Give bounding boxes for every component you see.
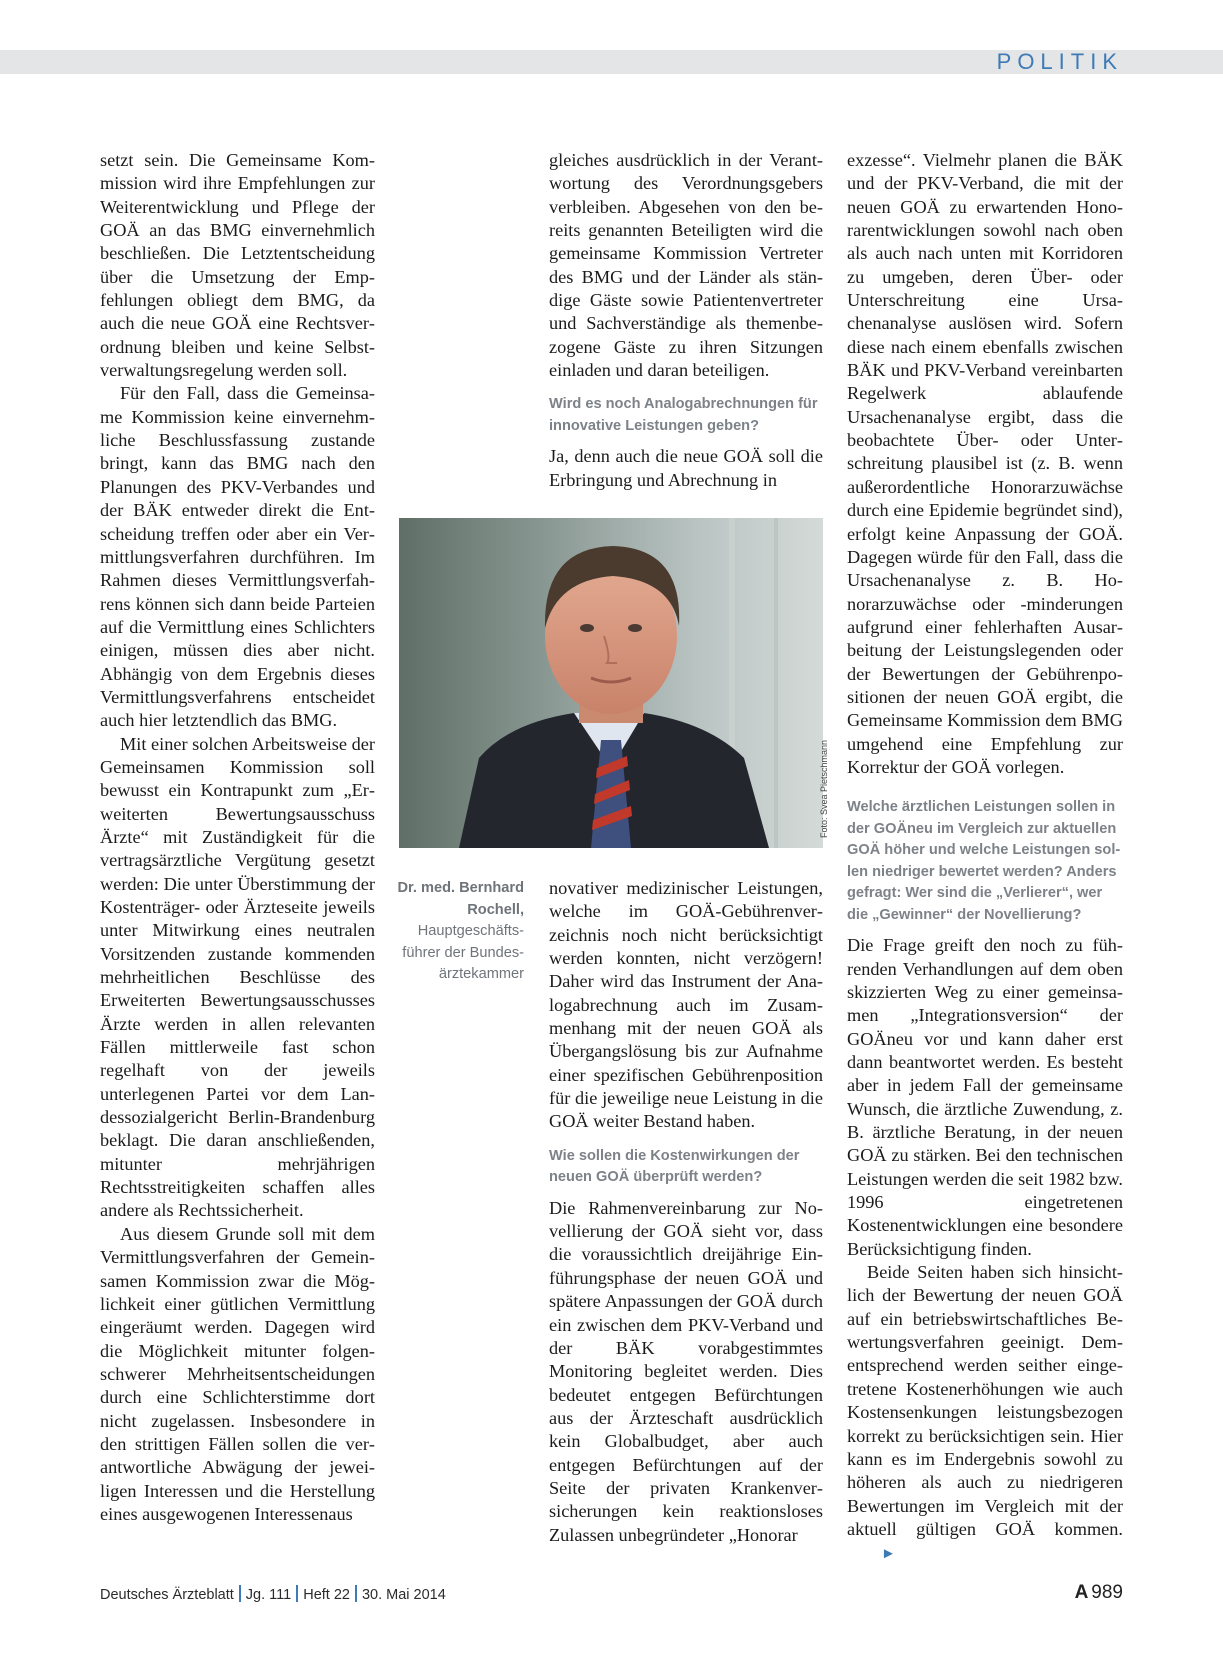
issue: Heft 22 bbox=[303, 1587, 350, 1603]
paragraph: Die Frage greift den noch zu führenden Verhandlungen auf dem oben skizzierten Weg zu einer gemeinsamen „Integrationsversion“ der GOÄneu vor und kann daher erst dann beantwortet werden. Es besteht aber in jedem Fall der gemeinsame Wunsch, die ärztliche Zuwendung, z. B. ärztliche Beratung, in der neuen GOÄ zu stärken. Bei den technischen Leistungen werden die seit 1982 bzw. 1996 eingetretenen Kostenentwicklungen eine besondere Berücksichtigung finden. bbox=[847, 935, 1124, 1259]
column-2-bottom bbox=[549, 877, 823, 1547]
paragraph: Ja, denn auch die neue GOÄ soll die Erbringung und Abrechnung in bbox=[549, 446, 823, 490]
page-number-value: 989 bbox=[1091, 1582, 1123, 1603]
paragraph-text: Beide Seiten haben sich hinsichtlich der Bewertung der neuen GOÄ auf ein betriebswirtschaftliches Bewertungsverfahren geeinigt. Dementsprechend werden seither eingetretene Kostenerhöhungen wie auch Kostensenkungen leistungsbezogen korrekt zu berücksichtigen sein. Hier kann es im Endergebnis sowohl zu höheren als auch zu niedrigeren Bewertungen im Vergleich mit der aktuell gültigen GOÄ kommen. bbox=[847, 1262, 1123, 1539]
page-prefix: A bbox=[1074, 1582, 1089, 1603]
portrait-photo bbox=[399, 518, 829, 848]
separator bbox=[239, 1585, 241, 1602]
footer bbox=[100, 1585, 446, 1605]
paragraph: Aus diesem Grunde soll mit dem Vermittlungsverfahren der Gemeinsamen Kommission zwar die Möglichkeit einer gütlichen Vermittlung eingeräumt werden. Dagegen wird die Möglichkeit mitunter folgenschwerer Mehrheitsentscheidungen durch eine Schlichterstimme dort nicht zugelassen. Insbesondere in den strittigen Fällen sollen die verantwortliche Abwägung der jeweiligen Interessen und die Herstellung eines ausgewogenen Interessenaus bbox=[100, 1223, 375, 1524]
interview-question: Welche ärztlichen Leistungen sollen in der GOÄneu im Vergleich zur aktuellen GOÄ höher und welche Leistungen sollen niedriger bewertet werden? Anders gefragt: Wer sind die „Verlierer“, wer die „Gewinner“ der Novellierung? bbox=[847, 799, 1121, 923]
page-number bbox=[1075, 1581, 1123, 1605]
volume: Jg. 111 bbox=[245, 1587, 292, 1603]
continue-arrow-icon: ► bbox=[881, 1546, 896, 1563]
caption-role: Hauptgeschäftsführer der Bundesärztekammer bbox=[402, 923, 524, 982]
interview-question: Wird es noch Analogabrechnungen für innovative Leistungen geben? bbox=[549, 396, 818, 434]
paragraph: Mit einer solchen Arbeitsweise der Gemeinsamen Kommission soll bewusst ein Kontrapunkt zum „Erweiterten Bewertungsausschuss Ärzte“ mit Zuständigkeit für die vertragsärztliche Vergütung gesetzt werden: Die unter Überstimmung der Kostenträger- oder Ärzteseite jeweils unter Mitwirkung eines neutralen Vorsitzenden zustande kommenden mehrheitlichen Beschlüsse des Erweiterten Bewertungsausschusses Ärzte werden in allen relevanten Fällen mittlerweile fast schon regelhaft von der jeweils unterlegenen Partei vor dem Landessozialgericht Berlin-Brandenburg beklagt. Die daran anschließenden, mitunter mehrjährigen Rechtsstreitigkeiten schaffen alles andere als Rechtssicherheit. bbox=[100, 733, 375, 1221]
paragraph: exzesse“. Vielmehr planen die BÄK und der PKV-Verband, die mit der neuen GOÄ zu erwartenden Honorarentwicklungen sowohl nach oben als auch nach unten mit Korridoren zu umgeben, deren Über- oder Unterschreitung eine Ursachenanalyse auslösen wird. Sofern diese nach einem ebenfalls zwischen BÄK und PKV-Verband vereinbarten Regelwerk ablaufende Ursachenanalyse ergibt, dass die beobachtete Über- oder Unterschreitung plausibel ist (z. B. wenn außerordentliche Honorarzuwächse durch eine Epidemie begründet sind), erfolgt keine Anpassung der GOÄ. Dagegen würde für den Fall, dass die Ursachenanalyse z. B. Honorarzuwächse oder -minderungen aufgrund einer fehlerhaften Ausarbeitung der Leistungslegenden oder der Bewertungen der Gebührenpositionen der neuen GOÄ ergibt, die Gemeinsame Kommission dem BMG umgehend eine Empfehlung zur Korrektur der GOÄ vorlegen. bbox=[847, 150, 1123, 777]
paragraph bbox=[847, 1261, 1123, 1566]
separator bbox=[296, 1585, 298, 1602]
section-label: POLITIK bbox=[996, 49, 1123, 74]
paragraph: Für den Fall, dass die Gemeinsame Kommission keine einvernehmliche Beschlussfassung zustande bringt, kann das BMG nach den Planungen des PKV-Verbandes und der BÄK entweder direkt die Entscheidung treffen oder aber ein Vermittlungsverfahren durchführen. Im Rahmen dieses Vermittlungsverfahrens können sich dann beide Parteien auf die Vermittlung eines Schlichters einigen, müssen dies aber nicht. Abhängig von dem Ergebnis dieses Vermittlungsverfahrens entscheidet auch hier letztendlich das BMG. bbox=[100, 383, 375, 731]
photo-caption bbox=[395, 878, 524, 986]
interview-question: Wie sollen die Kostenwirkungen der neuen GOÄ überprüft werden? bbox=[549, 1147, 800, 1186]
caption-name: Dr. med. Bernhard Rochell, bbox=[397, 880, 524, 918]
paragraph: setzt sein. Die Gemeinsame Kommission wird ihre Empfehlungen zur Weiterentwicklung und Pflege der GOÄ an das BMG einvernehmlich beschließen. Die Letztentscheidung über die Umsetzung der Empfehlungen obliegt dem BMG, da auch die neue GOÄ eine Rechtsverordnung bleiben und keine Selbstverwaltungsregelung werden soll. bbox=[100, 150, 375, 381]
paragraph: Die Rahmenvereinbarung zur Novellierung der GOÄ sieht vor, dass die voraussichtlich dreijährige Einführungsphase der neuen GOÄ und spätere Anpassungen der GOÄ durch ein zwischen dem PKV-Verband und der BÄK vorabgestimmtes Monitoring begleitet werden. Dies bedeutet entgegen Befürchtungen aus der Ärzteschaft ausdrücklich kein Globalbudget, aber auch entgegen Befürchtungen auf der Seite der privaten Krankenversicherungen kein reaktionsloses Zulassen unbegründeter „Honorar bbox=[549, 1197, 823, 1545]
column-2-top bbox=[549, 149, 823, 492]
issue-date: 30. Mai 2014 bbox=[361, 1587, 446, 1603]
separator bbox=[355, 1585, 357, 1602]
journal-name: Deutsches Ärzteblatt bbox=[100, 1587, 234, 1603]
photo-credit: Foto: Svea Pietschmann bbox=[819, 739, 829, 838]
paragraph: novativer medizinischer Leistungen, welche im GOÄ-Gebührenverzeichnis noch nicht berücksichtigt werden konnten, nicht verzögern! Daher wird das Instrument der Analogabrechnung auch im Zusammenhang mit der neuen GOÄ als Übergangslösung bis zur Aufnahme einer spezifischen Gebührenposition für die jeweilige neue Leistung in die GOÄ weiter Bestand haben. bbox=[549, 878, 823, 1132]
column-3 bbox=[847, 149, 1123, 1567]
column-1 bbox=[100, 149, 375, 1526]
paragraph: gleiches ausdrücklich in der Verantwortung des Verordnungsgebers verbleiben. Abgesehen von den bereits genannten Beteiligten wird die gemeinsame Kommission Vertreter des BMG und der Länder als ständige Gäste sowie Patientenvertreter und Sachverständige als themenbezogene Gäste zu ihren Sitzungen einladen und daran beteiligen. bbox=[549, 150, 823, 381]
